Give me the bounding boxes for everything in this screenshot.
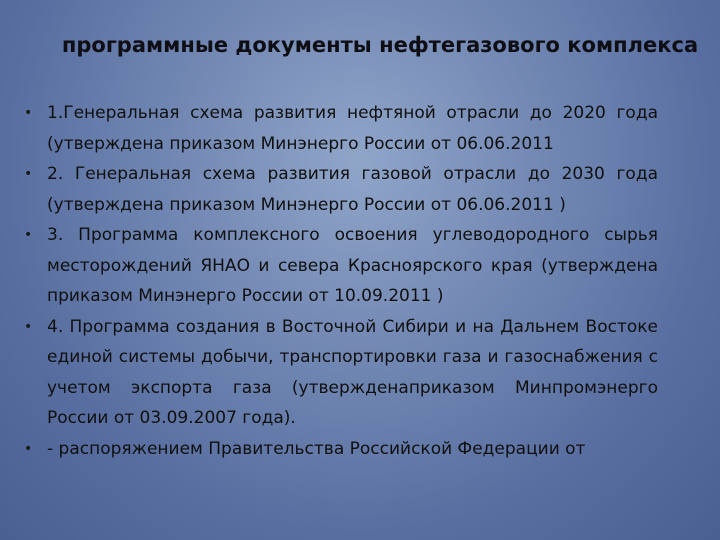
bullet-text: 2. Генеральная схема развития газовой отрасли до 2030 года (утверждена приказом Минэнерго России от 06.06.2011 )	[47, 164, 658, 215]
bullet-text: - распоряжением Правительства Российской Федерации от	[47, 438, 586, 459]
bullet-icon: •	[24, 105, 33, 121]
bullet-icon: •	[24, 440, 33, 457]
bullet-item-3	[22, 220, 658, 312]
bullet-list	[22, 98, 658, 464]
bullet-icon: •	[24, 318, 33, 335]
bullet-item-5	[22, 434, 658, 465]
bullet-icon: •	[24, 227, 33, 243]
bullet-item-2	[22, 159, 658, 220]
bullet-text: 1.Генеральная схема развития нефтяной отрасли до 2020 года (утверждена приказом Минэнерго России от 06.06.2011	[47, 103, 658, 154]
bullet-icon: •	[24, 166, 33, 182]
slide-title: программные документы нефтегазового комплекса	[61, 33, 699, 57]
bullet-text: 3. Программа комплексного освоения углеводородного сырья месторождений ЯНАО и севера Красноярского края (утверждена приказом Минэнерго России от 10.09.2011 )	[47, 225, 658, 306]
bullet-text: 4. Программа создания в Восточной Сибири и на Дальнем Востоке единой системы добычи, транспортировки газа и газоснабжения с учетом экспорта газа (утвержденаприказом Минпромэнерго России от 03.09.2007 года).	[47, 316, 658, 428]
bullet-item-4	[22, 312, 658, 434]
bullet-item-1	[22, 98, 658, 159]
